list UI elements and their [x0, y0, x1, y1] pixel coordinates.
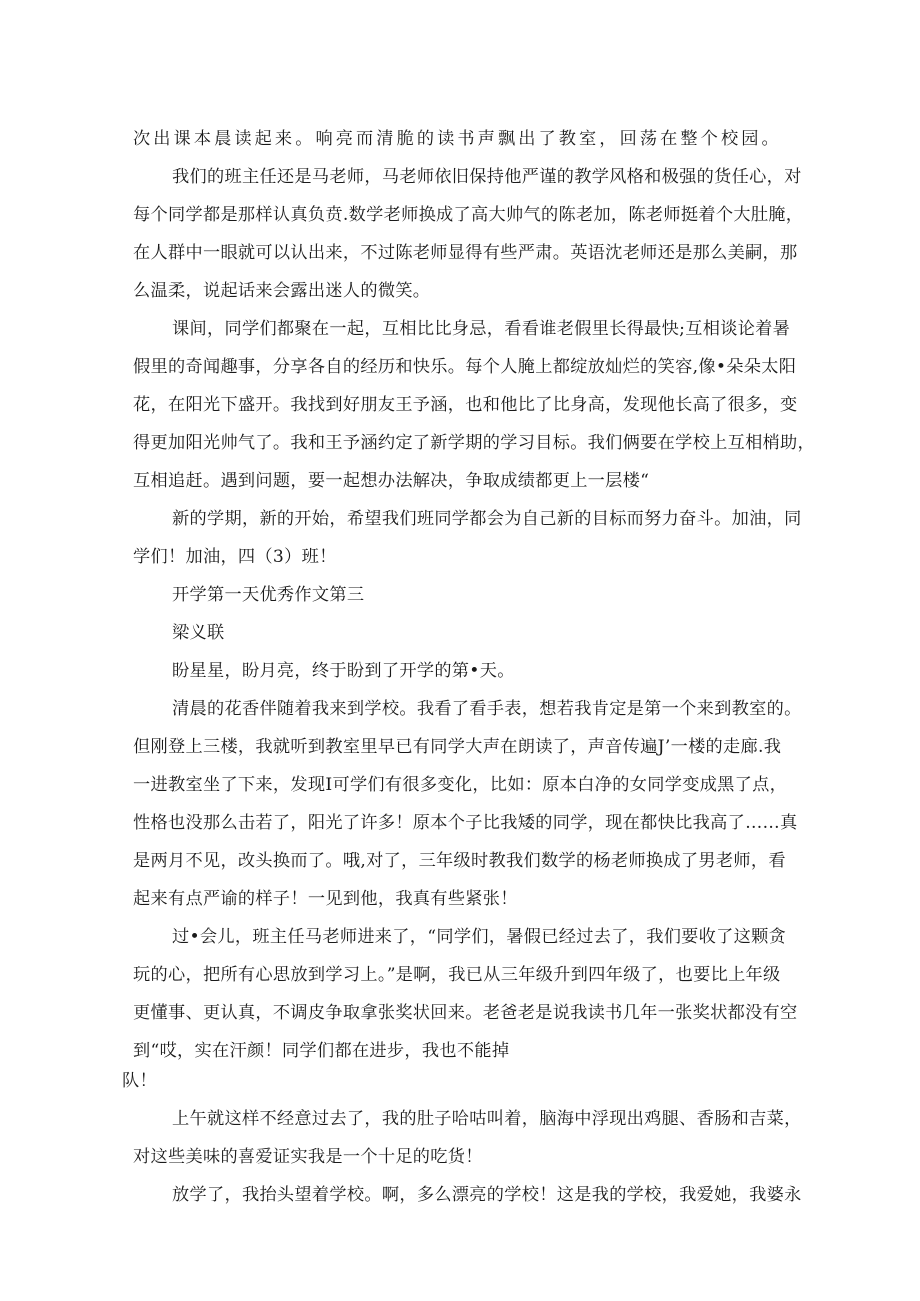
text-line: 队！ — [122, 1071, 157, 1091]
author-name: 梁义联 — [172, 623, 225, 643]
text-line: 我们的班主任还是马老师，马老师依旧保持他严谨的教学风格和极强的货任心，对 — [172, 167, 802, 187]
section-title: 开学第一天优秀作文第三 — [172, 585, 365, 605]
text-line: 到“哎，实在汗颜！同学们都在进步，我也不能掉 — [133, 1041, 510, 1061]
text-line: 是两月不见，改头换而了。哦,对了，三年级时教我们数学的杨老师换成了男老师，看 — [133, 851, 786, 871]
text-line: 盼星星，盼月亮，终于盼到了开学的第•天。 — [172, 661, 515, 681]
text-line: 性格也没那么击若了，阳光了许多！原本个子比我矮的同学，现在都快比我高了……真 — [133, 813, 798, 833]
text-line: 新的学期，新的开始，希望我们班同学都会为自己新的目标而努力奋斗。加油，同 — [172, 509, 802, 529]
text-line: 次出课本晨读起来。响亮而清脆的读书声飘出了教室，回荡在整个校园。 — [133, 129, 779, 149]
text-line: 玩的心，把所有心思放到学习上。”是啊，我已从三年级升到四年级了，也要比上年级 — [133, 965, 781, 985]
text-line: 但刚登上三楼，我就听到教室里早已有同学大声在朗读了，声音传遍J’一楼的走廊.我 — [133, 737, 782, 757]
text-line: 学们！加油，四（3）班！ — [133, 547, 337, 567]
text-line: 清晨的花香伴随着我来到学校。我看了看手表，想若我肯定是第一个来到教室的。 — [172, 699, 802, 719]
text-line: 在人群中一眼就可以认出来，不过陈老师显得有些严肃。英语沈老师还是那么美嗣，那 — [133, 243, 798, 263]
text-line: 放学了，我抬头望着学校。啊，多么漂亮的学校！这是我的学校，我爱她，我婆永 — [172, 1185, 802, 1205]
text-line: 起来有点严谕的样子！一见到他，我真有些紧张！ — [133, 889, 518, 909]
text-line: 更懂事、更认真，不调皮争取拿张奖状回来。老爸老是说我读书几年一张奖状都没有空 — [133, 1003, 798, 1023]
text-line: 么温柔，说起话来会露出迷人的微笑。 — [133, 281, 431, 301]
text-line: 对这些美味的喜爱证实我是一个十足的吃货！ — [133, 1147, 483, 1167]
text-line: 互相追赶。遇到问题，要一起想办法解决，争取成绩都更上一层楼“ — [133, 471, 650, 491]
text-line: 过•会儿，班主任马老师进来了，“同学们，暑假已经过去了，我们要收了这颗贪 — [172, 927, 787, 947]
text-line: 上午就这样不经意过去了，我的肚子哈咕叫着，脑海中浮现出鸡腿、香肠和吉菜， — [172, 1109, 802, 1129]
text-line: 每个同学都是那样认真负贲.数学老师换成了高大帅气的陈老加，陈老师挺着个大肚腌， — [133, 205, 804, 225]
text-line: 假里的奇闻趣事，分享各自的经历和快乐。每个人腌上都绽放灿烂的笑容,像•朵朵太阳 — [133, 357, 797, 377]
text-line: 一进教室坐了下来，发现I可学们有很多变化，比如：原本白净的女同学变成黑了点， — [133, 775, 788, 795]
text-line: 得更加阳光帅气了。我和王予涵约定了新学期的学习目标。我们俩要在学校上互相梢助， — [133, 433, 816, 453]
text-line: 课间，同学们都聚在一起，互相比比身忌，看看谁老假里长得最快;互相谈论着暑 — [172, 319, 791, 339]
text-line: 花，在阳光下盛开。我找到好朋友王予涵，也和他比了比身高，发现他长高了很多，变 — [133, 395, 798, 415]
